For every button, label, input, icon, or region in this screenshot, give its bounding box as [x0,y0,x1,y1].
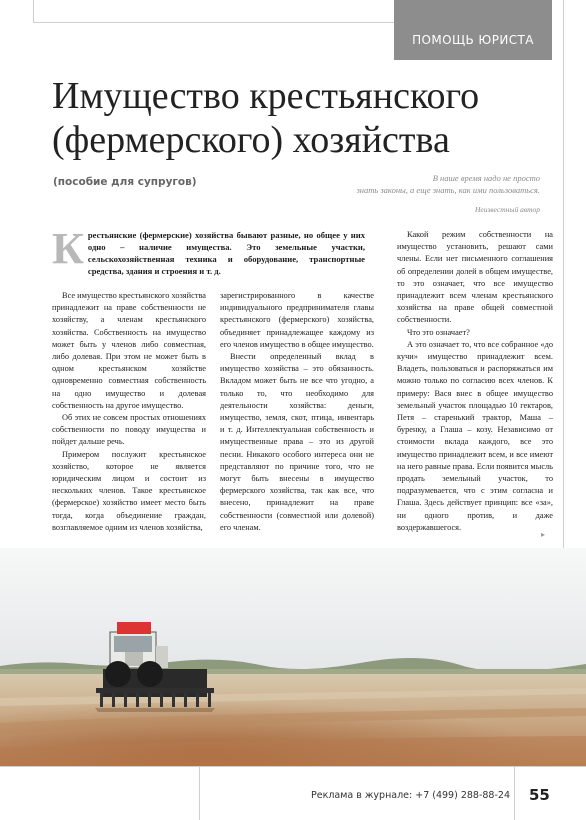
epigraph-line-1: В наше время надо не просто [432,173,540,183]
tractor-field-photo [0,548,586,766]
text-column-3 [397,229,553,534]
paragraph: Все имущество крестьянского хозяйства принадлежит на праве собственности не хозяйству, а членам крестьянского хозяйства. Собственность на имущество может быть у членов либо совместная, либо долевая. При этом не может быть в одном крестьянском хозяйстве одновременно совместная собственность на одно имущество и долевая собственность на другое имущество. [52,291,206,410]
paragraph: А это означает то, что все собранное «до кучи» имущество принадлежит всем. Владеть, пользоваться и распоряжаться им можно только по согласию всех членов. К примеру: Вася внес в общее имущество земельный участок площадью 10 гектаров, Петя – старенький трактор, Маша – буренку, а Глаша – козу. Независимо от стоимости вклада каждого, все это имущество принадлежит всем, и все имеют на него равные права. Если появится мысль продать земельный участок, то подразумевается, что с этим согласна и Глаша. Здесь действует принцип: все «за», ни одного против, и даже воздержавшегося. [397,339,553,532]
paragraph: Что это означает? [407,327,470,337]
frame-rule-left [33,0,34,22]
drop-cap: К [52,224,84,273]
ad-contact: Реклама в журнале: +7 (499) 288-88-24 [311,790,510,801]
page-number: 55 [529,786,550,804]
paragraph: Об этих не совсем простых отношениях собственности по поводу имущества и пойдет дальше речь. [52,413,206,447]
paragraph: Какой режим собственности на имущество установить, решают сами члены. Если нет письменного соглашения об определении долей в общем имуществе, то это означает, что все имущество принадлежит всем членам крестьянского хозяйства на праве общей совместной собственности. [397,230,553,325]
epigraph [300,172,540,216]
article-subtitle: (пособие для супругов) [53,176,197,188]
paragraph: Примером послужит крестьянское хозяйство, которое не является юридическим лицом и состоит из нескольких членов. Такое крестьянское (фермерское) хозяйство имеет место быть тогда, когда объединение граждан, возглавляемое одним из членов хозяйства, [52,449,206,532]
title-line-2: (фермерского) хозяйства [52,119,450,161]
paragraph: Внести определенный вклад в имущество хозяйства – это обязанность. Вкладом может быть не все что угодно, а только то, что необходимо для деятельности хозяйства: деньги, имущество, земля, скот, птица, инвентарь и т. д. Интеллектуальная собственность и имущественные права – это из другой песни. Никакого особого интереса они не представляют по причине того, что не могут быть внесены в имущество фермерского хозяйства, так как все, что внесено, принадлежит на праве собственности (совместной или долевой) его членам. [220,352,374,532]
frame-rule-right [563,0,564,548]
title-line-1: Имущество крестьянского [52,75,480,117]
section-label: ПОМОЩЬ ЮРИСТА [412,33,534,47]
frame-rule-top [33,22,394,23]
article-title [52,74,562,162]
epigraph-line-2: знать законы, а еще знать, как ими пользоваться. [356,185,540,195]
article-end-mark: ▸ [541,530,546,539]
text-column-2 [220,290,374,534]
lead-paragraph [52,224,365,277]
text-column-1 [52,290,206,534]
lead-text: рестьянские (фермерские) хозяйства бывают разные, но общее у них одно – наличие имущества. Это земельные участки, сельскохозяйственная техника и оборудование, транспортные средства, здания и строения и т. д. [87,230,365,276]
paragraph: зарегистрированного в качестве индивидуального предпринимателя главы крестьянского (фермерского) хозяйства, объединяет принадлежащее каждому из его членов имущество в общее имущество. [220,291,374,349]
epigraph-author: Неизвестный автор [475,205,540,214]
page-footer [0,766,586,820]
section-tab [394,0,552,60]
